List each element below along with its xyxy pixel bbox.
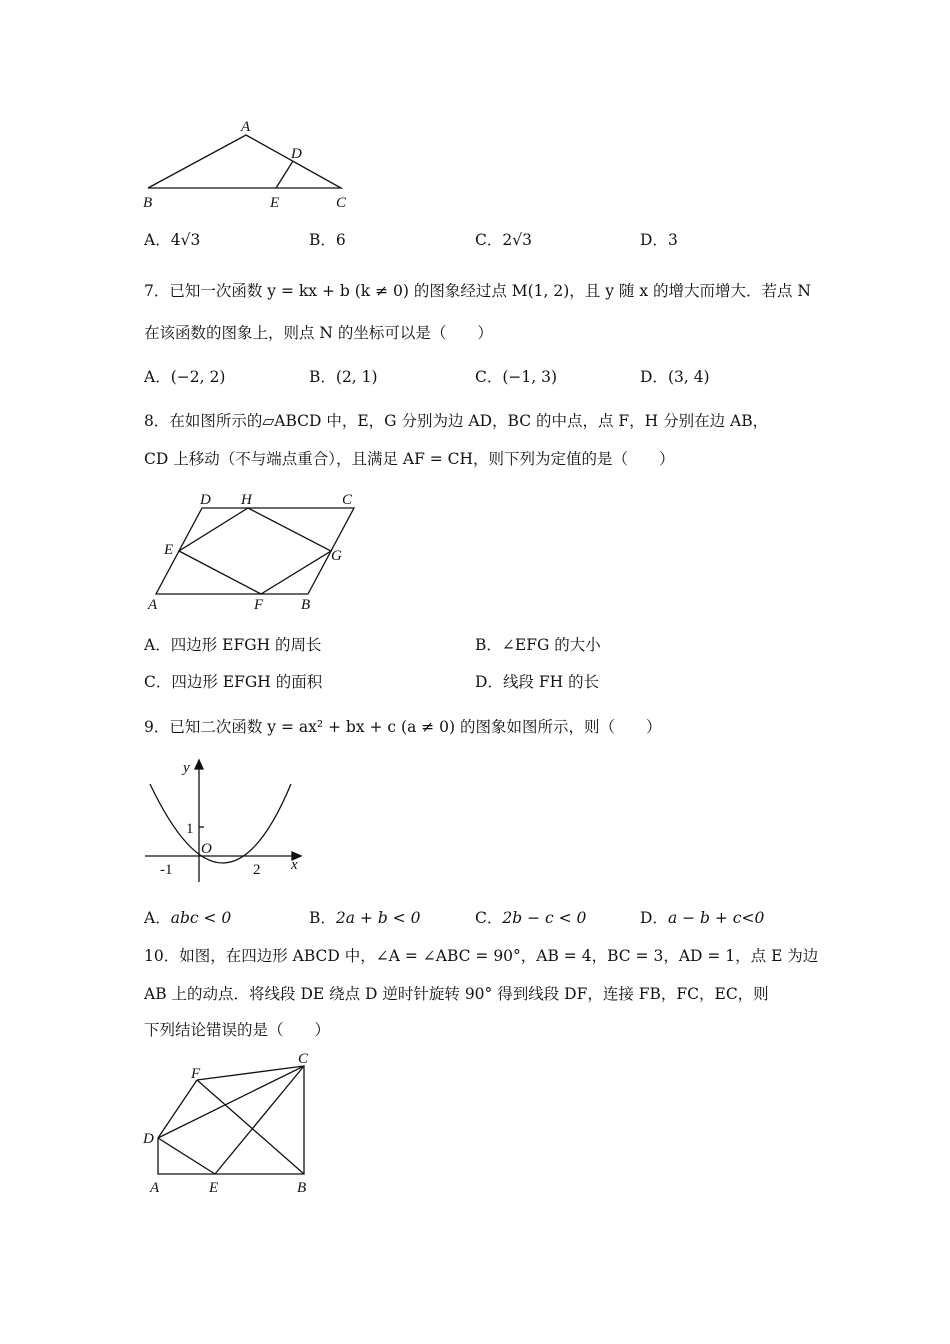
q8-option-a-letter: A．	[144, 636, 171, 654]
q8-parallelogram-abcd	[156, 508, 354, 594]
q6-label-b: B	[143, 195, 153, 211]
q7-option-a-text: (−2, 2)	[170, 368, 226, 386]
q6-label-a: A	[241, 119, 251, 135]
q9-tick-label-y-1: 1	[186, 821, 194, 837]
q6-option-b[interactable]	[309, 230, 346, 250]
q10-segment-fb	[197, 1080, 304, 1174]
q6-triangle-figure	[140, 115, 360, 215]
q8-option-d[interactable]	[475, 672, 599, 692]
q8-option-b[interactable]	[475, 635, 601, 655]
q7-option-d[interactable]	[640, 367, 710, 387]
q8-stem-line2: CD 上移动（不与端点重合），且满足 AF = CH，则下列为定值的是（ ）	[144, 450, 675, 468]
q9-option-d[interactable]	[640, 908, 764, 928]
q10-label-e: E	[209, 1180, 219, 1196]
q6-option-d-letter: D．	[640, 231, 668, 249]
q7-option-c-text: (−1, 3)	[502, 368, 558, 386]
q8-option-c-letter: C．	[144, 673, 172, 691]
q8-option-a-text: 四边形 EFGH 的周长	[170, 636, 322, 654]
q6-label-c: C	[336, 195, 347, 211]
q6-triangle-abc	[148, 135, 341, 188]
q7-option-b-text: (2, 1)	[335, 368, 378, 386]
q8-quadrilateral-efgh	[179, 508, 331, 594]
q9-option-a[interactable]	[144, 908, 231, 928]
q6-option-b-text: 6	[335, 231, 346, 249]
q8-label-d: D	[200, 492, 211, 508]
q10-quadrilateral-figure	[140, 1046, 320, 1198]
q8-option-d-letter: D．	[475, 673, 503, 691]
q6-label-d: D	[291, 146, 302, 162]
q7-stem-line2: 在该函数的图象上，则点 N 的坐标可以是（ ）	[144, 324, 493, 342]
q9-option-b[interactable]	[309, 908, 420, 928]
q10-label-a: A	[150, 1180, 160, 1196]
q8-option-c-text: 四边形 EFGH 的面积	[171, 673, 323, 691]
q9-origin-label: O	[201, 841, 212, 857]
q9-option-a-text: abc < 0	[170, 909, 232, 927]
q9-option-d-letter: D．	[640, 909, 668, 927]
q8-label-b: B	[301, 597, 311, 613]
q8-option-b-letter: B．	[475, 636, 502, 654]
q10-label-b: B	[297, 1180, 307, 1196]
q8-label-h: H	[241, 492, 252, 508]
q8-label-a: A	[148, 597, 158, 613]
q10-segment-de	[158, 1138, 215, 1174]
q7-option-c[interactable]	[475, 367, 557, 387]
q7-option-d-text: (3, 4)	[667, 368, 710, 386]
q9-option-a-letter: A．	[144, 909, 171, 927]
q9-option-d-text: a − b + c<0	[667, 909, 765, 927]
q8-label-g: G	[331, 548, 342, 564]
q6-segment-de	[276, 161, 293, 188]
q6-option-c-text: 2√3	[502, 231, 532, 249]
q8-option-d-text: 线段 FH 的长	[502, 673, 600, 691]
q9-parabola-graph	[140, 752, 315, 884]
q10-segment-df	[158, 1080, 197, 1138]
q6-option-a-text: 4√3	[170, 231, 201, 249]
q7-option-c-letter: C．	[475, 368, 503, 386]
q6-option-d-text: 3	[667, 231, 678, 249]
q8-option-a[interactable]	[144, 635, 322, 655]
q9-parabola-curve	[150, 784, 291, 863]
q7-stem-line1: 7．已知一次函数 y = kx + b (k ≠ 0) 的图象经过点 M(1, 2)，且 y 随 x 的增大而增大．若点 N	[144, 282, 811, 300]
q6-option-b-letter: B．	[309, 231, 336, 249]
q7-option-b[interactable]	[309, 367, 378, 387]
q7-option-d-letter: D．	[640, 368, 668, 386]
q9-x-label: x	[291, 857, 298, 873]
q8-option-c[interactable]	[144, 672, 322, 692]
q6-option-d[interactable]	[640, 230, 678, 250]
q9-y-label: y	[183, 760, 190, 776]
q7-option-b-letter: B．	[309, 368, 336, 386]
q10-stem-line2: AB 上的动点．将线段 DE 绕点 D 逆时针旋转 90° 得到线段 DF，连接 FB，FC，EC，则	[144, 985, 769, 1003]
q8-label-e: E	[164, 542, 174, 558]
q10-label-d: D	[143, 1131, 154, 1147]
q10-label-f: F	[191, 1066, 201, 1082]
q6-option-c[interactable]	[475, 230, 532, 250]
q9-option-b-letter: B．	[309, 909, 336, 927]
q9-stem-line1: 9．已知二次函数 y = ax² + bx + c (a ≠ 0) 的图象如图所示，则（ ）	[144, 718, 662, 736]
q8-label-f: F	[254, 597, 264, 613]
q9-tick-label-x-neg1: -1	[160, 862, 173, 878]
q9-option-c-letter: C．	[475, 909, 503, 927]
q6-option-a-letter: A．	[144, 231, 171, 249]
q8-parallelogram-figure	[140, 488, 370, 614]
q8-option-b-text: ∠EFG 的大小	[501, 636, 601, 654]
q10-stem-line1: 10．如图，在四边形 ABCD 中，∠A = ∠ABC = 90°，AB = 4，BC = 3，AD = 1，点 E 为边	[144, 947, 819, 965]
q8-stem-line1: 8．在如图所示的▱ABCD 中，E，G 分别为边 AD，BC 的中点，点 F，H 分别在边 AB，	[144, 412, 769, 430]
q6-option-a[interactable]	[144, 230, 200, 250]
q10-segment-ec	[215, 1066, 304, 1174]
q6-label-e: E	[270, 195, 280, 211]
q9-tick-label-x-2: 2	[253, 862, 261, 878]
q10-segment-fc	[197, 1066, 304, 1080]
q10-label-c: C	[298, 1051, 309, 1067]
q8-label-c: C	[342, 492, 353, 508]
q9-y-axis-arrow	[195, 760, 203, 769]
q7-option-a[interactable]	[144, 367, 225, 387]
q7-option-a-letter: A．	[144, 368, 171, 386]
q9-option-c-text: 2b − c < 0	[502, 909, 587, 927]
q10-quadrilateral-abcd	[158, 1066, 304, 1174]
q6-option-c-letter: C．	[475, 231, 503, 249]
q9-option-c[interactable]	[475, 908, 586, 928]
q10-stem-line3: 下列结论错误的是（ ）	[144, 1021, 331, 1039]
q9-option-b-text: 2a + b < 0	[335, 909, 421, 927]
